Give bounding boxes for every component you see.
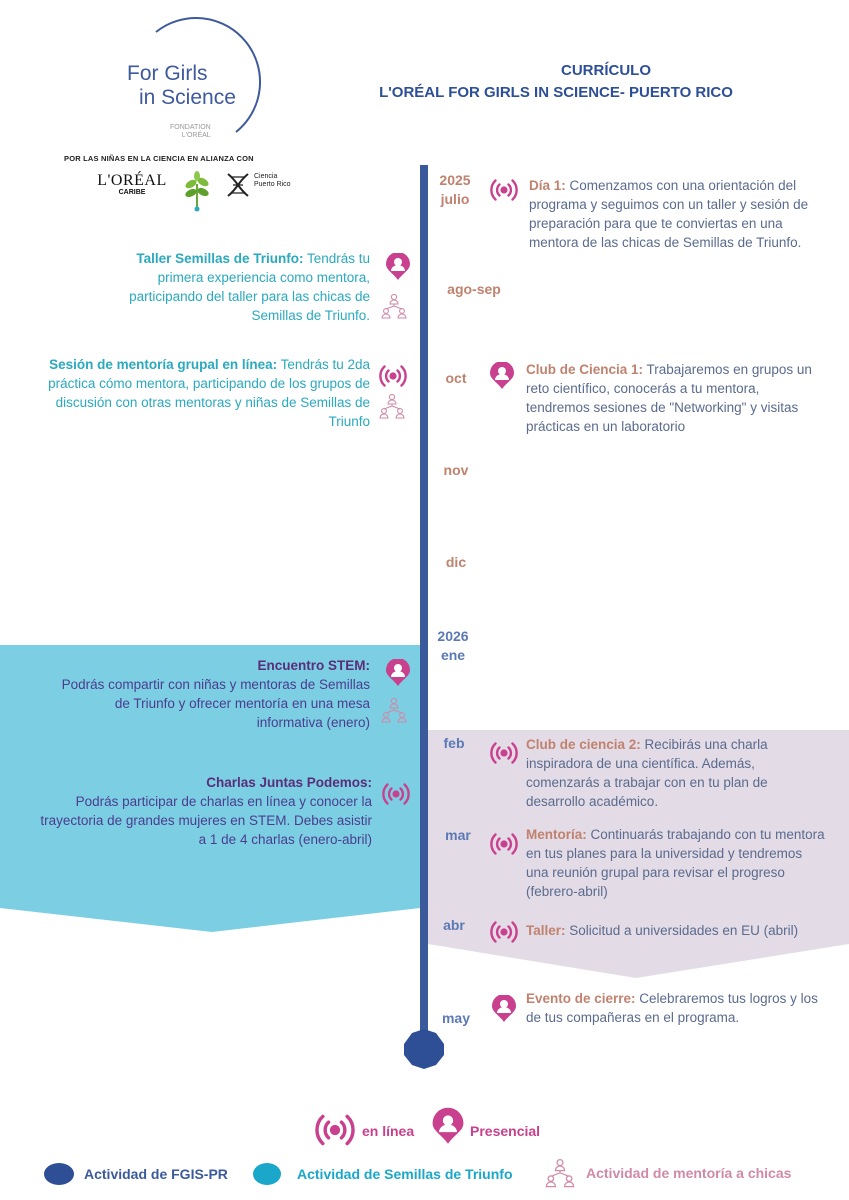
- month-oct: oct: [445, 370, 467, 386]
- event-charlas-juntas: Charlas Juntas Podemos: Podrás participar de charlas en línea y conocer la trayectoria de grandes mujeres en STEM. Debes asistir a 1 de 4 charlas (enero-abril): [40, 775, 372, 847]
- online-icon: [382, 780, 410, 808]
- ciencia-pr-logo-icon: [224, 172, 252, 198]
- legend-presencial-label: Presencial: [470, 1123, 541, 1139]
- logo-text: For Girls in Science: [127, 62, 236, 109]
- month-julio: 2025 julio: [439, 172, 471, 207]
- online-icon: [490, 830, 518, 858]
- event-taller-semillas: Taller Semillas de Triunfo: Tendrás tu primera experiencia como mentora, participando del taller para las chicas de Semillas de Triunfo.: [129, 251, 370, 323]
- presencial-icon: [384, 253, 412, 281]
- event-club-ciencia-2: Club de ciencia 2: Recibirás una charla inspiradora de una científica. Además, comenzarás a trabajar con en tu plan de desarrollo académico.: [526, 737, 768, 809]
- legend-online-icon: [313, 1110, 357, 1150]
- legend-fgis-label: Actividad de FGIS-PR: [84, 1166, 228, 1182]
- event-taller: Taller: Solicitud a universidades en EU (abril): [526, 923, 799, 938]
- online-icon: [490, 739, 518, 767]
- month-ene: 2026 ene: [437, 628, 469, 663]
- presencial-icon: [488, 362, 516, 390]
- month-abr: abr: [443, 917, 465, 933]
- page-subtitle: L'ORÉAL FOR GIRLS IN SCIENCE- PUERTO RICO: [379, 84, 733, 101]
- month-ago-sep: ago-sep: [447, 281, 501, 297]
- event-cierre: Evento de cierre: Celebraremos tus logros y los de tus compañeras en el programa.: [526, 991, 818, 1025]
- alliance-text: POR LAS NIÑAS EN LA CIENCIA EN ALIANZA CON: [64, 154, 254, 163]
- month-dic: dic: [445, 554, 467, 570]
- legend-semillas-swatch: [252, 1162, 282, 1186]
- page-title: CURRÍCULO: [561, 62, 651, 79]
- month-feb: feb: [443, 735, 465, 751]
- event-mentoria: Mentoría: Continuarás trabajando con tu mentora en tus planes para la universidad y tendremos una reunión grupal para revisar el progreso (febrero-abril): [526, 827, 825, 899]
- month-nov: nov: [443, 462, 469, 478]
- legend-online-label: en línea: [362, 1123, 415, 1139]
- legend-presencial-icon: [430, 1107, 466, 1147]
- mentoring-group-icon: [378, 393, 406, 421]
- event-encuentro-stem: Encuentro STEM: Podrás compartir con niñas y mentoras de Semillas de Triunfo y ofrecer mentoría en una mesa informativa (enero): [61, 658, 370, 730]
- loreal-caribe-logo: L'ORÉAL CARIBE: [97, 172, 167, 196]
- online-icon: [379, 362, 407, 390]
- event-mentoria-grupal: Sesión de mentoría grupal en línea: Tendrás tu 2da práctica cómo mentora, participando de los grupos de discusión con otras mentoras y niñas de Semillas de Triunfo: [48, 357, 370, 429]
- online-icon: [490, 176, 518, 204]
- month-may: may: [441, 1010, 471, 1026]
- timeline-line: [420, 165, 428, 1035]
- mentoring-group-icon: [380, 293, 408, 321]
- presencial-icon: [384, 659, 412, 687]
- semillas-logo: [182, 170, 212, 212]
- online-icon: [490, 918, 518, 946]
- legend-mentoria-icon: [544, 1158, 576, 1190]
- event-dia1: Día 1: Comenzamos con una orientación del programa y seguimos con un taller y sesión de preparación para que te conviertas en una mentora de las chicas de Semillas de Triunfo.: [529, 178, 809, 250]
- mentoring-group-icon: [380, 697, 408, 725]
- timeline-end-marker: [403, 1028, 445, 1070]
- presencial-icon: [490, 995, 518, 1023]
- ciencia-pr-logo-text: Ciencia Puerto Rico: [254, 173, 291, 188]
- logo-foundation: FONDATION L'ORÉAL: [170, 124, 211, 139]
- legend-mentoria-label: Actividad de mentoría a chicas: [586, 1165, 792, 1181]
- event-club-ciencia-1: Club de Ciencia 1: Trabajaremos en grupos un reto científico, conocerás a tu mentora, tendremos sesiones de "Networking" y visitas prácticas en un laboratorio: [526, 362, 812, 434]
- legend-fgis-swatch: [43, 1162, 75, 1186]
- month-mar: mar: [445, 827, 471, 843]
- legend-semillas-label: Actividad de Semillas de Triunfo: [297, 1166, 513, 1182]
